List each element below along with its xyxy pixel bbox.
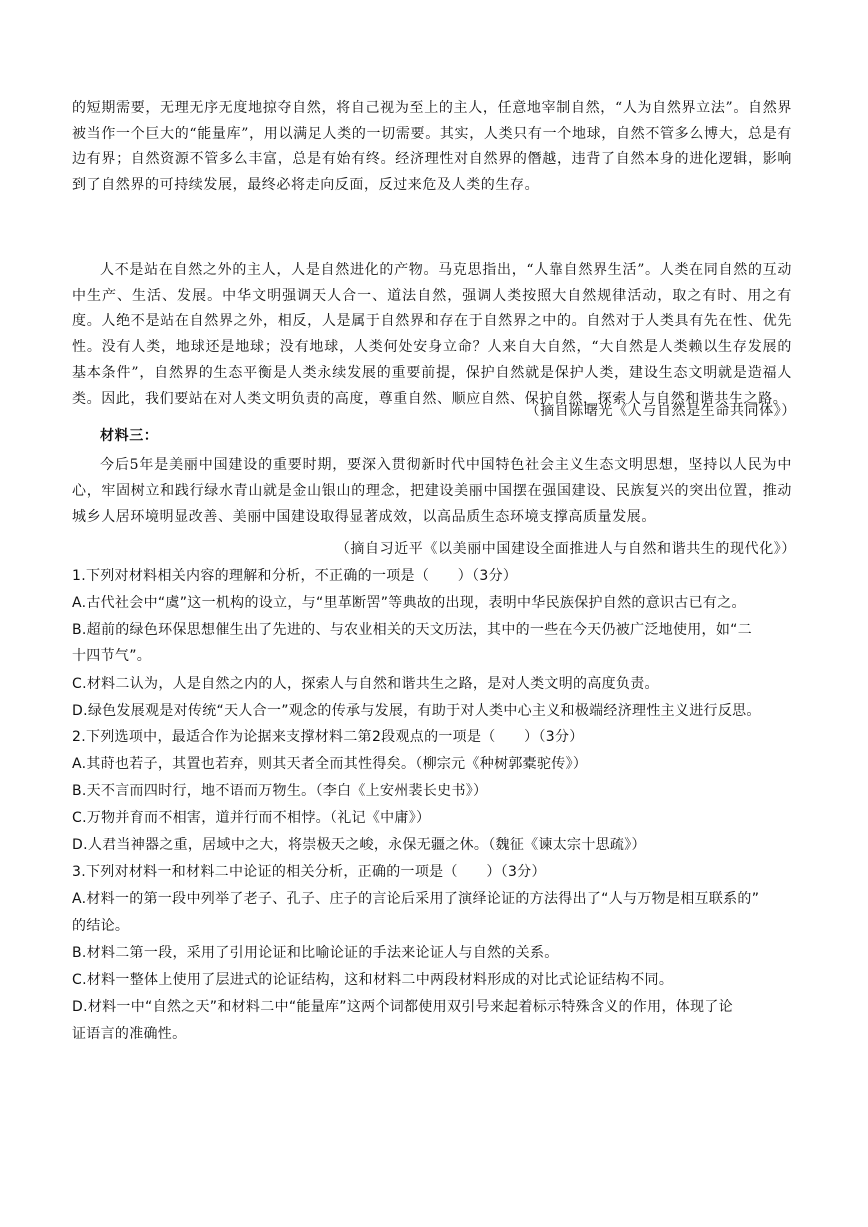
material3-heading: 材料三： <box>100 428 159 444</box>
question3-option-a: A.材料一的第一段中列举了老子、孔子、庄子的言论后采用了演绎论证的方法得出了“人与万物是相互联系的” <box>72 891 760 907</box>
question3-option-d: D.材料一中“自然之天”和材料二中“能量库”这两个词都使用双引号来起着标示特殊含义的作用，体现了论 <box>72 999 733 1015</box>
question3-option-b: B.材料二第一段，采用了引用论证和比喻论证的手法来论证人与自然的关系。 <box>72 945 559 961</box>
question1-option-b-cont: 十四节气”。 <box>72 648 152 664</box>
question1-stem: 1.下列对材料相关内容的理解和分析，不正确的一项是（ ）（3分） <box>72 568 518 584</box>
question2-stem: 2.下列选项中，最适合作为论据来支撑材料二第2段观点的一项是（ ）（3分） <box>72 729 584 745</box>
question3-stem: 3.下列对材料一和材料二中论证的相关分析，正确的一项是（ ）（3分） <box>72 864 546 880</box>
question1-option-c: C.材料二认为，人是自然之内的人，探索人与自然和谐共生之路，是对人类文明的高度负责。 <box>72 676 659 692</box>
question3-option-d-cont: 证语言的准确性。 <box>72 1026 187 1042</box>
material2-paragraph1: 的短期需要，无理无序无度地掠夺自然，将自己视为至上的主人，任意地宰制自然，“人为自然界立法”。自然界被当作一个巨大的“能量库”，用以满足人类的一切需要。其实，人类只有一个地球，自然不管多么博大，总是有边有界；自然资源不管多么丰富，总是有始有终。经济理性对自然界的僭越，违背了自然本身的进化逻辑，影响到了自然界的可持续发展，最终必将走向反面，反过来危及人类的生存。 <box>72 100 792 193</box>
material3-source: （摘自习近平《以美丽中国建设全面推进人与自然和谐共生的现代化》） <box>335 541 796 557</box>
material2-paragraph2: 人不是站在自然之外的主人，人是自然进化的产物。马克思指出，“人靠自然界生活”。人类在同自然的互动中生产、生活、发展。中华文明强调天人合一、道法自然，强调人类按照大自然规律活动，取之有时、用之有度。人绝不是站在自然界之外，相反，人是属于自然界和存在于自然界之中的。自然对于人类具有先在性、优先性。没有人类，地球还是地球；没有地球，人类何处安身立命？人来自大自然，“大自然是人类赖以生存发展的基本条件”，自然界的生态平衡是人类永续发展的重要前提，保护自然就是保护人类，建设生态文明就是造福人类。因此，我们要站在对人类文明负责的高度，尊重自然、顺应自然、保护自然，探索人与自然和谐共生之路。 <box>72 262 792 407</box>
material3-paragraph: 今后5年是美丽中国建设的重要时期，要深入贯彻新时代中国特色社会主义生态文明思想，坚持以人民为中心，牢固树立和践行绿水青山就是金山银山的理念，把建设美丽中国摆在强国建设、民族复兴的突出位置，推动城乡人居环境明显改善、美丽中国建设取得显著成效，以高品质生态环境支撑高质量发展。 <box>72 457 792 525</box>
question2-option-c: C.万物并育而不相害，道并行而不相悖。（礼记《中庸》） <box>72 810 431 826</box>
question2-option-d: D.人君当神器之重，居域中之大，将崇极天之峻，永保无疆之休。（魏征《谏太宗十思疏》） <box>72 837 646 853</box>
question2-option-a: A.其莳也若子，其置也若弃，则其天者全而其性得矣。（柳宗元《种树郭橐驼传》） <box>72 756 588 772</box>
question3-option-c: C.材料一整体上使用了层进式的论证结构，这和材料二中两段材料形成的对比式论证结构不同。 <box>72 972 674 988</box>
question1-option-b: B.超前的绿色环保思想催生出了先进的、与农业相关的天文历法，其中的一些在今天仍被广泛地使用，如“二 <box>72 622 753 638</box>
question1-option-a: A.古代社会中“虞”这一机构的设立，与“里革断罟”等典故的出现，表明中华民族保护自然的意识古已有之。 <box>72 595 746 611</box>
question2-option-b: B.天不言而四时行，地不语而万物生。（李白《上安州裴长史书》） <box>72 783 488 799</box>
question3-option-a-cont: 的结论。 <box>72 918 130 934</box>
question1-option-d: D.绿色发展观是对传统“天人合一”观念的传承与发展，有助于对人类中心主义和极端经济理性主义进行反思。 <box>72 703 761 719</box>
material2-source: （摘自陈曙光《人与自然是生命共同体》） <box>525 403 796 419</box>
